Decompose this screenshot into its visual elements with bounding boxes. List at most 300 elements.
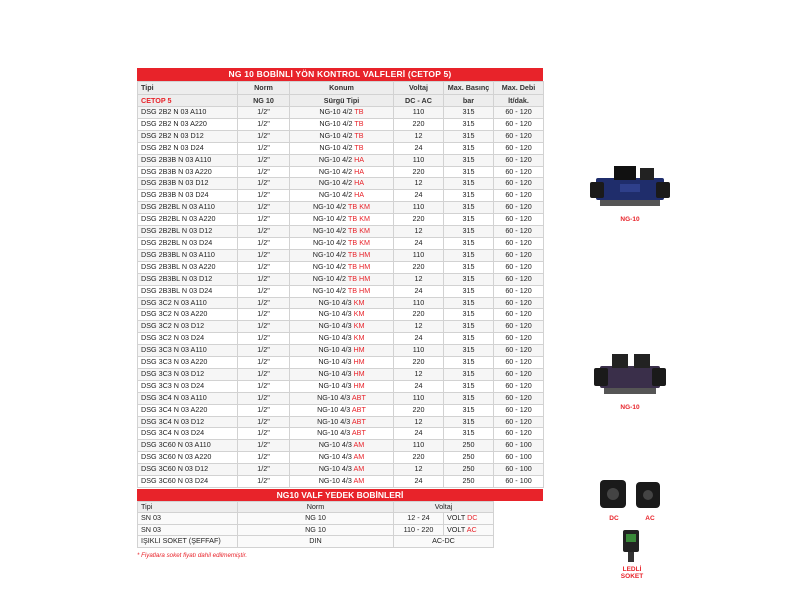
- table-row: [138, 297, 544, 309]
- table-row: [138, 345, 544, 357]
- voltage-cell: 110: [394, 440, 444, 452]
- spool-code: TB HM: [347, 249, 371, 259]
- spool-code: TB HM: [347, 261, 371, 271]
- table-row: [138, 392, 544, 404]
- col-subheader: DC - AC: [394, 94, 444, 107]
- spool-code: HA: [354, 178, 365, 188]
- position-text: NG-10 4/2: [312, 273, 346, 283]
- norm-cell: 1/2": [238, 178, 290, 190]
- spool-code: AM: [353, 440, 365, 450]
- type-cell: DSG 2B2BL N 03 D12: [138, 226, 238, 238]
- position-text: NG-10 4/3: [317, 392, 351, 402]
- col-subheader: Sürgü Tipi: [290, 94, 394, 107]
- pressure-cell: 250: [444, 452, 494, 464]
- pressure-cell: 250: [444, 464, 494, 476]
- spool-code: HA: [354, 154, 365, 164]
- flow-cell: 60 - 120: [494, 380, 544, 392]
- type-cell: DSG 2B3B N 03 D24: [138, 190, 238, 202]
- type-cell: DSG 2B2 N 03 A220: [138, 118, 238, 130]
- norm-cell: 1/2": [238, 380, 290, 392]
- pressure-cell: 250: [444, 440, 494, 452]
- type-cell: DSG 2B2 N 03 D12: [138, 130, 238, 142]
- type-cell: DSG 3C60 N 03 A110: [138, 440, 238, 452]
- pressure-cell: 315: [444, 285, 494, 297]
- voltage-cell: 12: [394, 226, 444, 238]
- position-cell: [290, 440, 394, 452]
- voltage-cell: 24: [394, 380, 444, 392]
- position-cell: [290, 309, 394, 321]
- position-cell: [290, 368, 394, 380]
- flow-cell: 60 - 120: [494, 368, 544, 380]
- volt-label: VOLT: [447, 513, 466, 523]
- pressure-cell: 315: [444, 368, 494, 380]
- flow-cell: 60 - 120: [494, 333, 544, 345]
- table-row: [138, 261, 544, 273]
- pressure-cell: 315: [444, 166, 494, 178]
- position-cell: [290, 452, 394, 464]
- position-cell: [290, 237, 394, 249]
- table-row: [138, 178, 544, 190]
- flow-cell: 60 - 120: [494, 142, 544, 154]
- voltage-cell: 220: [394, 452, 444, 464]
- table-row: [138, 118, 544, 130]
- voltage-cell: 24: [394, 428, 444, 440]
- spool-code: AM: [353, 476, 365, 486]
- pressure-cell: 315: [444, 392, 494, 404]
- pressure-cell: 315: [444, 237, 494, 249]
- voltage-cell: 220: [394, 166, 444, 178]
- position-cell: [290, 464, 394, 476]
- type-cell: DSG 3C4 N 03 A220: [138, 404, 238, 416]
- spool-code: TB KM: [348, 214, 370, 224]
- position-text: NG-10 4/2: [312, 202, 347, 212]
- voltage-cell: 12: [394, 178, 444, 190]
- valve-ng10-top-icon: [590, 160, 670, 212]
- spare-header-row: [138, 502, 544, 513]
- table-row: [138, 368, 544, 380]
- voltage-cell: 24: [394, 190, 444, 202]
- position-text: NG-10 4/2: [312, 261, 346, 271]
- empty-cell: [494, 536, 544, 547]
- position-text: NG-10 4/3: [317, 428, 351, 438]
- empty-cell: [494, 524, 544, 535]
- position-cell: [290, 345, 394, 357]
- col-header: Konum: [290, 82, 394, 95]
- voltage-cell: 220: [394, 404, 444, 416]
- position-text: NG-10 4/3: [318, 321, 352, 331]
- position-cell: [290, 297, 394, 309]
- type-cell: DSG 2B3B N 03 A110: [138, 154, 238, 166]
- type-cell: DSG 2B3BL N 03 A110: [138, 249, 238, 261]
- spare-type-cell: SN 03: [138, 513, 238, 524]
- col-header: Tipi: [138, 82, 238, 95]
- spare-title: NG10 VALF YEDEK BOBİNLERİ: [137, 489, 543, 501]
- spool-code: TB: [354, 130, 364, 140]
- pressure-cell: 315: [444, 142, 494, 154]
- voltage-cell: 24: [394, 476, 444, 488]
- type-cell: DSG 3C3 N 03 A110: [138, 345, 238, 357]
- table-row: [138, 452, 544, 464]
- position-text: NG-10 4/2: [319, 142, 353, 152]
- voltage-cell: 220: [394, 357, 444, 369]
- spare-norm-cell: NG 10: [238, 513, 394, 524]
- table-row: [138, 237, 544, 249]
- type-cell: DSG 2B3BL N 03 D12: [138, 273, 238, 285]
- position-cell: [290, 190, 394, 202]
- pressure-cell: 315: [444, 190, 494, 202]
- table-row: [138, 321, 544, 333]
- table-row: [138, 154, 544, 166]
- col-subheader: lt/dak.: [494, 94, 544, 107]
- position-text: NG-10 4/2: [318, 154, 353, 164]
- table-row: [138, 476, 544, 488]
- spool-code: AM: [353, 464, 365, 474]
- voltage-cell: 110: [394, 297, 444, 309]
- norm-cell: 1/2": [238, 107, 290, 119]
- col-subheader: NG 10: [238, 94, 290, 107]
- table-title: NG 10 BOBİNLİ YÖN KONTROL VALFLERİ (CETOP 5): [137, 68, 543, 81]
- empty-cell: [494, 502, 544, 513]
- flow-cell: 60 - 120: [494, 273, 544, 285]
- norm-cell: 1/2": [238, 118, 290, 130]
- norm-cell: 1/2": [238, 452, 290, 464]
- voltage-cell: 110: [394, 107, 444, 119]
- voltage-cell: 12: [394, 130, 444, 142]
- flow-cell: 60 - 120: [494, 130, 544, 142]
- position-text: NG-10 4/2: [312, 237, 347, 247]
- position-text: NG-10 4/3: [318, 476, 352, 486]
- flow-cell: 60 - 120: [494, 166, 544, 178]
- norm-cell: 1/2": [238, 345, 290, 357]
- col-header: Tipi: [138, 502, 238, 513]
- table-row: [138, 214, 544, 226]
- position-text: NG-10 4/2: [318, 190, 353, 200]
- spool-code: KM: [353, 333, 365, 343]
- position-text: NG-10 4/3: [318, 333, 352, 343]
- pressure-cell: 315: [444, 345, 494, 357]
- voltage-cell: 12: [394, 321, 444, 333]
- type-cell: DSG 3C4 N 03 A110: [138, 392, 238, 404]
- position-cell: [290, 130, 394, 142]
- voltage-range-cell: AC-DC: [394, 536, 494, 547]
- position-cell: [290, 178, 394, 190]
- pressure-cell: 315: [444, 154, 494, 166]
- voltage-cell: 220: [394, 118, 444, 130]
- type-cell: DSG 3C4 N 03 D12: [138, 416, 238, 428]
- position-text: NG-10 4/2: [319, 118, 353, 128]
- position-cell: [290, 321, 394, 333]
- pressure-cell: 315: [444, 309, 494, 321]
- position-cell: [290, 476, 394, 488]
- volt-label: VOLT: [447, 524, 466, 534]
- type-cell: DSG 3C60 N 03 D24: [138, 476, 238, 488]
- pressure-cell: 250: [444, 476, 494, 488]
- flow-cell: 60 - 120: [494, 392, 544, 404]
- position-cell: [290, 166, 394, 178]
- flow-cell: 60 - 120: [494, 428, 544, 440]
- voltage-type-cell: [444, 513, 494, 524]
- coil-ac-caption: AC: [645, 515, 655, 522]
- flow-cell: 60 - 120: [494, 345, 544, 357]
- spare-row: [138, 513, 544, 524]
- spool-code: KM: [353, 309, 365, 319]
- valve-1-caption: NG-10: [620, 216, 640, 223]
- voltage-cell: 220: [394, 261, 444, 273]
- current-code: DC: [467, 513, 478, 523]
- header-row-2: [138, 94, 544, 107]
- flow-cell: 60 - 120: [494, 154, 544, 166]
- norm-cell: 1/2": [238, 404, 290, 416]
- position-text: NG-10 4/3: [318, 440, 352, 450]
- pressure-cell: 315: [444, 357, 494, 369]
- flow-cell: 60 - 120: [494, 237, 544, 249]
- norm-cell: 1/2": [238, 130, 290, 142]
- position-text: NG-10 4/3: [318, 357, 352, 367]
- flow-cell: 60 - 120: [494, 107, 544, 119]
- spool-code: TB HM: [347, 285, 371, 295]
- flow-cell: 60 - 100: [494, 464, 544, 476]
- position-cell: [290, 154, 394, 166]
- valve-table: [137, 81, 544, 488]
- flow-cell: 60 - 120: [494, 416, 544, 428]
- type-cell: DSG 2B3B N 03 A220: [138, 166, 238, 178]
- spool-code: HM: [353, 380, 365, 390]
- table-row: [138, 130, 544, 142]
- table-row: [138, 357, 544, 369]
- type-cell: DSG 2B3B N 03 D12: [138, 178, 238, 190]
- position-cell: [290, 428, 394, 440]
- table-row: [138, 166, 544, 178]
- pressure-cell: 315: [444, 130, 494, 142]
- voltage-cell: 220: [394, 309, 444, 321]
- col-subheader: bar: [444, 94, 494, 107]
- type-cell: DSG 3C2 N 03 A220: [138, 309, 238, 321]
- spool-code: TB KM: [348, 237, 370, 247]
- flow-cell: 60 - 120: [494, 404, 544, 416]
- position-text: NG-10 4/3: [318, 345, 352, 355]
- valve-2-caption: NG-10: [620, 404, 640, 411]
- table-row: [138, 404, 544, 416]
- norm-cell: 1/2": [238, 226, 290, 238]
- norm-cell: 1/2": [238, 166, 290, 178]
- voltage-cell: 110: [394, 249, 444, 261]
- type-cell: DSG 3C3 N 03 A220: [138, 357, 238, 369]
- pressure-cell: 315: [444, 404, 494, 416]
- norm-cell: 1/2": [238, 321, 290, 333]
- spool-code: HM: [353, 357, 365, 367]
- pressure-cell: 315: [444, 380, 494, 392]
- flow-cell: 60 - 120: [494, 118, 544, 130]
- norm-cell: 1/2": [238, 142, 290, 154]
- flow-cell: 60 - 120: [494, 321, 544, 333]
- spool-code: AM: [353, 452, 365, 462]
- spool-code: TB: [354, 142, 364, 152]
- norm-cell: 1/2": [238, 249, 290, 261]
- norm-cell: 1/2": [238, 416, 290, 428]
- position-text: NG-10 4/3: [318, 309, 352, 319]
- norm-cell: 1/2": [238, 333, 290, 345]
- voltage-cell: 220: [394, 214, 444, 226]
- spool-code: HM: [353, 345, 365, 355]
- norm-cell: 1/2": [238, 392, 290, 404]
- valve-table-body: [138, 107, 544, 488]
- type-cell: DSG 2B2BL N 03 A220: [138, 214, 238, 226]
- spare-row: [138, 524, 544, 535]
- flow-cell: 60 - 120: [494, 178, 544, 190]
- socket-caption: LEDLİ SOKET: [620, 566, 644, 580]
- norm-cell: 1/2": [238, 202, 290, 214]
- type-cell: DSG 3C60 N 03 D12: [138, 464, 238, 476]
- spool-code: TB HM: [347, 273, 371, 283]
- price-sheet: [137, 68, 543, 559]
- position-cell: [290, 380, 394, 392]
- flow-cell: 60 - 120: [494, 202, 544, 214]
- voltage-cell: 12: [394, 416, 444, 428]
- table-row: [138, 428, 544, 440]
- pressure-cell: 315: [444, 178, 494, 190]
- flow-cell: 60 - 120: [494, 214, 544, 226]
- flow-cell: 60 - 120: [494, 261, 544, 273]
- col-header: Voltaj: [394, 502, 494, 513]
- position-cell: [290, 202, 394, 214]
- position-text: NG-10 4/2: [312, 226, 347, 236]
- spare-type-cell: IŞIKLI SOKET (ŞEFFAF): [138, 536, 238, 547]
- norm-cell: 1/2": [238, 237, 290, 249]
- pressure-cell: 315: [444, 273, 494, 285]
- norm-cell: 1/2": [238, 154, 290, 166]
- voltage-cell: 110: [394, 392, 444, 404]
- type-cell: DSG 2B3BL N 03 A220: [138, 261, 238, 273]
- table-row: [138, 190, 544, 202]
- header-row-1: [138, 82, 544, 95]
- position-text: NG-10 4/3: [317, 416, 351, 426]
- voltage-range-cell: 110 - 220: [394, 524, 444, 535]
- position-cell: [290, 226, 394, 238]
- voltage-cell: 12: [394, 464, 444, 476]
- table-row: [138, 142, 544, 154]
- pressure-cell: 315: [444, 416, 494, 428]
- spare-table-body: [138, 502, 544, 548]
- flow-cell: 60 - 100: [494, 476, 544, 488]
- pressure-cell: 315: [444, 202, 494, 214]
- position-text: NG-10 4/2: [312, 285, 346, 295]
- position-cell: [290, 214, 394, 226]
- pressure-cell: 315: [444, 226, 494, 238]
- coil-ac-icon: [634, 478, 662, 512]
- position-text: NG-10 4/3: [318, 464, 352, 474]
- norm-cell: 1/2": [238, 273, 290, 285]
- spool-code: TB KM: [348, 226, 370, 236]
- col-header: Voltaj: [394, 82, 444, 95]
- position-text: NG-10 4/3: [318, 452, 352, 462]
- spare-norm-cell: DIN: [238, 536, 394, 547]
- position-cell: [290, 249, 394, 261]
- pressure-cell: 315: [444, 118, 494, 130]
- table-row: [138, 249, 544, 261]
- position-cell: [290, 416, 394, 428]
- norm-cell: 1/2": [238, 214, 290, 226]
- pressure-cell: 315: [444, 297, 494, 309]
- type-cell: DSG 3C2 N 03 D12: [138, 321, 238, 333]
- type-cell: DSG 2B3BL N 03 D24: [138, 285, 238, 297]
- table-row: [138, 464, 544, 476]
- position-cell: [290, 261, 394, 273]
- table-row: [138, 333, 544, 345]
- col-header: Norm: [238, 502, 394, 513]
- valve-ng10-bottom-icon: [594, 350, 666, 398]
- spool-code: ABT: [351, 404, 366, 414]
- position-cell: [290, 404, 394, 416]
- led-socket-icon: [620, 528, 642, 564]
- norm-cell: 1/2": [238, 476, 290, 488]
- norm-cell: 1/2": [238, 261, 290, 273]
- type-cell: DSG 2B2BL N 03 A110: [138, 202, 238, 214]
- position-text: NG-10 4/3: [318, 368, 352, 378]
- pressure-cell: 315: [444, 321, 494, 333]
- voltage-cell: 24: [394, 285, 444, 297]
- voltage-cell: 24: [394, 142, 444, 154]
- spare-norm-cell: NG 10: [238, 524, 394, 535]
- flow-cell: 60 - 120: [494, 190, 544, 202]
- flow-cell: 60 - 100: [494, 452, 544, 464]
- col-header: Max. Basınç: [444, 82, 494, 95]
- type-cell: DSG 3C3 N 03 D24: [138, 380, 238, 392]
- voltage-cell: 24: [394, 333, 444, 345]
- type-cell: DSG 3C2 N 03 A110: [138, 297, 238, 309]
- spool-code: TB KM: [348, 202, 370, 212]
- spare-type-cell: SN 03: [138, 524, 238, 535]
- voltage-cell: 12: [394, 273, 444, 285]
- flow-cell: 60 - 120: [494, 226, 544, 238]
- type-cell: DSG 3C3 N 03 D12: [138, 368, 238, 380]
- flow-cell: 60 - 120: [494, 249, 544, 261]
- pressure-cell: 315: [444, 428, 494, 440]
- table-row: [138, 416, 544, 428]
- position-text: NG-10 4/2: [318, 178, 353, 188]
- table-row: [138, 285, 544, 297]
- flow-cell: 60 - 120: [494, 297, 544, 309]
- pressure-cell: 315: [444, 214, 494, 226]
- spool-code: KM: [353, 321, 365, 331]
- position-cell: [290, 333, 394, 345]
- flow-cell: 60 - 100: [494, 440, 544, 452]
- type-cell: DSG 2B2 N 03 D24: [138, 142, 238, 154]
- position-cell: [290, 392, 394, 404]
- spool-code: KM: [353, 297, 365, 307]
- spool-code: HM: [353, 368, 365, 378]
- position-cell: [290, 142, 394, 154]
- norm-cell: 1/2": [238, 190, 290, 202]
- col-subheader: CETOP 5: [138, 94, 238, 107]
- type-cell: DSG 2B2 N 03 A110: [138, 107, 238, 119]
- coil-dc-caption: DC: [609, 515, 619, 522]
- type-cell: DSG 3C60 N 03 A220: [138, 452, 238, 464]
- pressure-cell: 315: [444, 261, 494, 273]
- table-row: [138, 380, 544, 392]
- type-cell: DSG 2B2BL N 03 D24: [138, 237, 238, 249]
- price-note: * Fiyatlara soket fiyatı dahil edilmemiştir.: [137, 551, 248, 559]
- table-row: [138, 226, 544, 238]
- voltage-cell: 12: [394, 368, 444, 380]
- spool-code: TB: [354, 118, 364, 128]
- table-row: [138, 309, 544, 321]
- norm-cell: 1/2": [238, 464, 290, 476]
- position-text: NG-10 4/2: [319, 130, 353, 140]
- table-row: [138, 273, 544, 285]
- coil-dc-icon: [598, 476, 628, 512]
- voltage-cell: 110: [394, 202, 444, 214]
- voltage-cell: 24: [394, 237, 444, 249]
